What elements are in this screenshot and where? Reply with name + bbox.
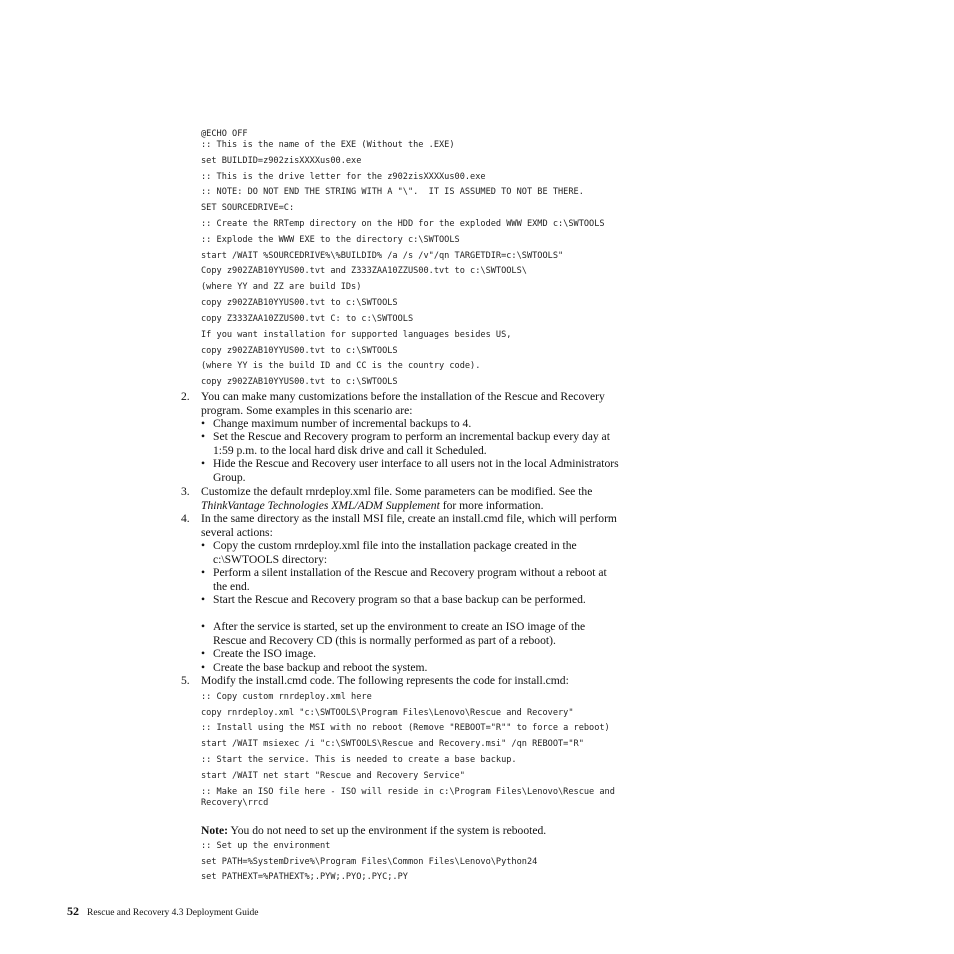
bullet-text: Set the Rescue and Recovery program to perform an incremental backup every day at 1:59 p.m. to the local hard disk drive and call it Scheduled. — [213, 430, 610, 457]
code-line: :: Create the RRTemp directory on the HDD for the exploded WWW EXMD c:\SWTOOLS — [201, 219, 605, 229]
bullet-text: After the service is started, set up the environment to create an ISO image of the Rescue and Recovery CD (this is normally performed as part of a reboot). — [213, 620, 586, 647]
code-line: :: This is the drive letter for the z902zisXXXXus00.exe — [201, 172, 486, 182]
step-text: You can make many customizations before the installation of the Rescue and Recovery program. Some examples in this scenario are: — [201, 390, 605, 417]
code-line: :: Copy custom rnrdeploy.xml here — [201, 692, 372, 702]
code-line: set PATHEXT=%PATHEXT%;.PYW;.PYO;.PYC;.PY — [201, 872, 408, 882]
code-line: SET SOURCEDRIVE=C: — [201, 203, 295, 213]
code-line: If you want installation for supported languages besides US, — [201, 330, 512, 340]
bullet-glyph: • — [201, 457, 206, 470]
page-footer — [67, 902, 258, 920]
code-line: :: NOTE: DO NOT END THE STRING WITH A "\". IT IS ASSUMED TO NOT BE THERE. — [201, 187, 584, 197]
code-line: @ECHO OFF — [201, 129, 248, 139]
bullet-text: Hide the Rescue and Recovery user interface to all users not in the local Administrators Group. — [213, 457, 619, 484]
step-text-part: Customize the default rnrdeploy.xml file. Some parameters can be modified. See the — [201, 485, 593, 498]
step-number: 5. — [181, 674, 190, 687]
code-line: copy z902ZAB10YYUS00.tvt to c:\SWTOOLS — [201, 377, 398, 387]
bullet-glyph: • — [201, 430, 206, 443]
code-line: (where YY and ZZ are build IDs) — [201, 282, 362, 292]
code-line: :: Start the service. This is needed to create a base backup. — [201, 755, 517, 765]
code-line: :: Set up the environment — [201, 841, 331, 851]
step-text-part: for more information. — [439, 498, 544, 512]
bullet-text: Change maximum number of incremental backups to 4. — [213, 417, 472, 430]
step-text: In the same directory as the install MSI file, create an install.cmd file, which will perform several actions: — [201, 512, 617, 539]
page-number: 52 — [67, 904, 79, 918]
bullet-glyph: • — [201, 593, 206, 606]
note-text: You do not need to set up the environment if the system is rebooted. — [228, 824, 547, 837]
code-line: start /WAIT net start "Rescue and Recovery Service" — [201, 771, 465, 781]
bullet-text: Create the base backup and reboot the system. — [213, 661, 428, 674]
step-text: Modify the install.cmd code. The following represents the code for install.cmd: — [201, 674, 569, 687]
code-line: start /WAIT msiexec /i "c:\SWTOOLS\Rescue and Recovery.msi" /qn REBOOT="R" — [201, 739, 584, 749]
note — [201, 824, 621, 838]
code-line: copy z902ZAB10YYUS00.tvt to c:\SWTOOLS — [201, 298, 398, 308]
code-line: copy rnrdeploy.xml "c:\SWTOOLS\Program Files\Lenovo\Rescue and Recovery" — [201, 708, 574, 718]
bullet-text: Perform a silent installation of the Rescue and Recovery program without a reboot at the end. — [213, 566, 607, 593]
bullet-text: Start the Rescue and Recovery program so that a base backup can be performed. — [213, 593, 586, 606]
code-line: set BUILDID=z902zisXXXXus00.exe — [201, 156, 362, 166]
code-line: :: Make an ISO file here - ISO will reside in c:\Program Files\Lenovo\Rescue and Recovery\rrcd — [201, 787, 621, 808]
code-line: :: Install using the MSI with no reboot (Remove "REBOOT="R"" to force a reboot) — [201, 723, 610, 733]
code-line: copy Z333ZAA10ZZUS00.tvt C: to c:\SWTOOLS — [201, 314, 414, 324]
step-number: 4. — [181, 512, 190, 525]
step-number: 3. — [181, 485, 190, 498]
code-line: set PATH=%SystemDrive%\Program Files\Common Files\Lenovo\Python24 — [201, 857, 538, 867]
bullet-glyph: • — [201, 620, 206, 633]
code-line: :: Explode the WWW EXE to the directory c:\SWTOOLS — [201, 235, 460, 245]
document-title: Rescue and Recovery 4.3 Deployment Guide — [87, 908, 259, 918]
document-reference: ThinkVantage Technologies XML/ADM Supplement — [201, 498, 440, 512]
code-line: (where YY is the build ID and CC is the country code). — [201, 361, 481, 371]
bullet-glyph: • — [201, 647, 206, 660]
note-label: Note: — [201, 824, 229, 837]
step-number: 2. — [181, 390, 190, 403]
code-line: :: This is the name of the EXE (Without the .EXE) — [201, 140, 455, 150]
bullet-text: Copy the custom rnrdeploy.xml file into the installation package created in the c:\SWTOOLS directory: — [213, 539, 577, 566]
code-line: Copy z902ZAB10YYUS00.tvt and Z333ZAA10ZZUS00.tvt to c:\SWTOOLS\ — [201, 266, 527, 276]
code-line: start /WAIT %SOURCEDRIVE%\%BUILDID% /a /s /v"/qn TARGETDIR=c:\SWTOOLS" — [201, 251, 564, 261]
bullet-glyph: • — [201, 661, 206, 674]
bullet-glyph: • — [201, 539, 206, 552]
step-text — [201, 485, 621, 512]
code-line: copy z902ZAB10YYUS00.tvt to c:\SWTOOLS — [201, 346, 398, 356]
bullet-glyph: • — [201, 566, 206, 579]
bullet-text: Create the ISO image. — [213, 647, 317, 660]
bullet-glyph: • — [201, 417, 206, 430]
